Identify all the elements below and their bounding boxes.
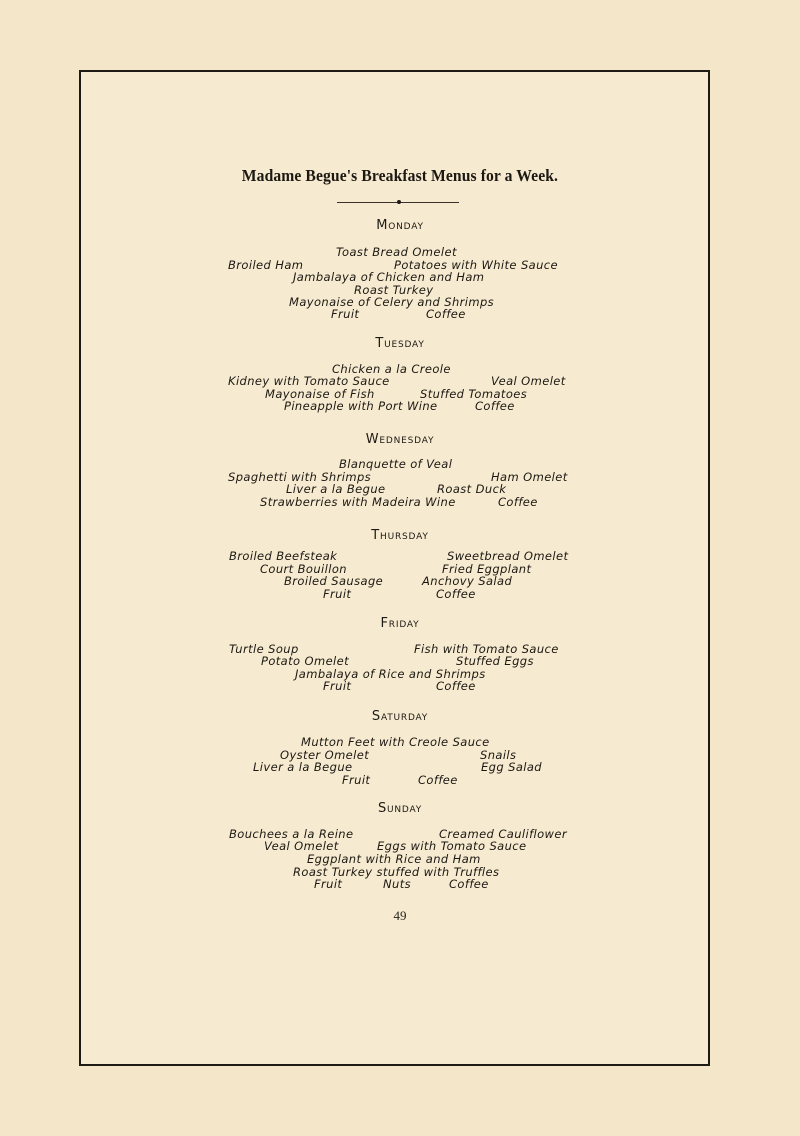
menu-item: Stuffed Eggs (456, 654, 534, 668)
menu-item: Coffee (436, 679, 476, 693)
menu-item: Mayonaise of Celery and Shrimps (289, 295, 495, 309)
menu-item: Roast Turkey (354, 283, 434, 297)
menu-item: Sweetbread Omelet (447, 549, 569, 563)
menu-item: Broiled Ham (228, 258, 304, 272)
menu-item: Fruit (331, 307, 360, 321)
menu-item: Strawberries with Madeira Wine (260, 495, 456, 509)
ornamental-divider (337, 202, 459, 203)
menu-item: Jambalaya of Chicken and Ham (293, 270, 485, 284)
menu-item: Toast Bread Omelet (336, 245, 457, 259)
menu-item: Court Bouillon (260, 562, 347, 576)
day-heading-monday: Monday (376, 218, 424, 233)
menu-item: Coffee (475, 399, 515, 413)
menu-item: Coffee (418, 773, 458, 787)
menu-item: Broiled Sausage (284, 574, 384, 588)
day-heading-sunday: Sunday (377, 801, 423, 816)
menu-item: Mayonaise of Fish (265, 387, 375, 401)
menu-item: Nuts (383, 877, 411, 891)
menu-item: Fruit (342, 773, 371, 787)
menu-item: Egg Salad (481, 760, 543, 774)
menu-item: Stuffed Tomatoes (420, 387, 528, 401)
menu-item: Fruit (323, 679, 352, 693)
menu-item: Creamed Cauliflower (439, 827, 567, 841)
menu-item: Ham Omelet (491, 470, 568, 484)
menu-item: Coffee (436, 587, 476, 601)
menu-item: Snails (480, 748, 517, 762)
menu-item: Roast Turkey stuffed with Truffles (293, 865, 500, 879)
menu-item: Turtle Soup (229, 642, 299, 656)
menu-item: Veal Omelet (491, 374, 566, 388)
menu-item: Bouchees a la Reine (229, 827, 354, 841)
menu-item: Coffee (449, 877, 489, 891)
menu-item: Roast Duck (437, 482, 507, 496)
menu-item: Coffee (426, 307, 466, 321)
day-heading-tuesday: Tuesday (375, 336, 425, 351)
menu-item: Fish with Tomato Sauce (414, 642, 559, 656)
menu-item: Oyster Omelet (280, 748, 370, 762)
menu-item: Liver a la Begue (253, 760, 353, 774)
menu-item: Veal Omelet (264, 839, 339, 853)
day-heading-wednesday: Wednesday (365, 432, 435, 447)
menu-item: Spaghetti with Shrimps (228, 470, 372, 484)
page-number: 49 (393, 908, 407, 923)
menu-item: Potato Omelet (261, 654, 350, 668)
menu-item: Coffee (498, 495, 538, 509)
menu-item: Anchovy Salad (422, 574, 513, 588)
menu-item: Kidney with Tomato Sauce (228, 374, 390, 388)
divider-dot-icon (397, 200, 401, 204)
menu-item: Fried Eggplant (442, 562, 532, 576)
day-heading-thursday: Thursday (371, 528, 429, 543)
menu-item: Blanquette of Veal (339, 457, 453, 471)
menu-item: Broiled Beefsteak (229, 549, 338, 563)
menu-item: Potatoes with White Sauce (394, 258, 558, 272)
menu-item: Jambalaya of Rice and Shrimps (295, 667, 486, 681)
menu-item: Eggs with Tomato Sauce (377, 839, 527, 853)
menu-item: Liver a la Begue (286, 482, 386, 496)
menu-item: Fruit (323, 587, 352, 601)
menu-item: Chicken a la Creole (332, 362, 451, 376)
day-heading-friday: Friday (380, 616, 420, 631)
day-heading-saturday: Saturday (371, 709, 429, 724)
menu-item: Fruit (314, 877, 343, 891)
page-title: Madame Begue's Breakfast Menus for a Week. (241, 166, 559, 185)
menu-item: Eggplant with Rice and Ham (307, 852, 481, 866)
menu-item: Pineapple with Port Wine (284, 399, 438, 413)
menu-item: Mutton Feet with Creole Sauce (301, 735, 490, 749)
